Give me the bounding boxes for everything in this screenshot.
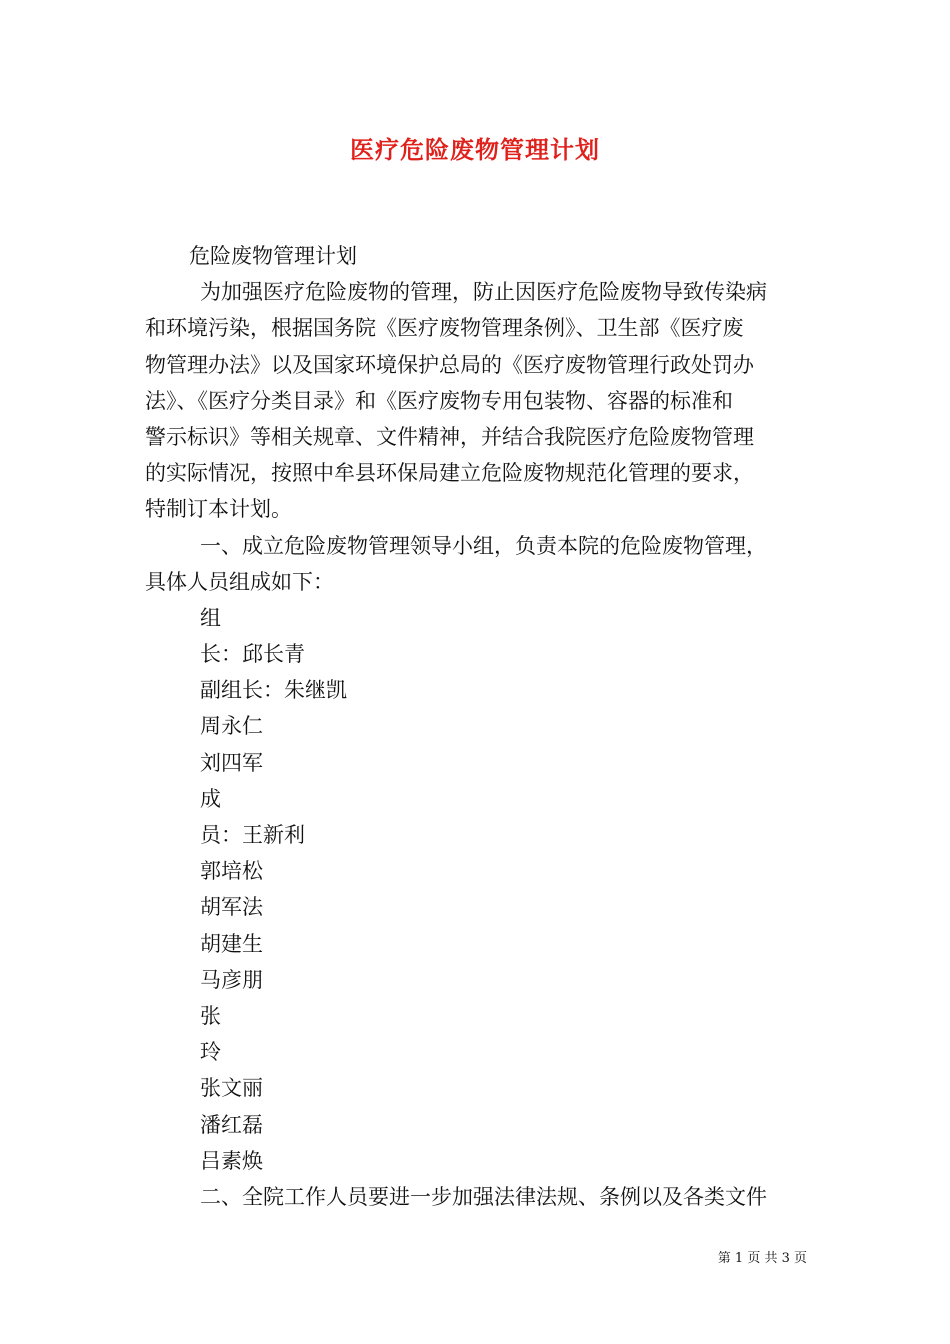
paragraph-line: 特制订本计划。 — [145, 497, 292, 522]
paragraph-line: 的实际情况，按照中牟县环保局建立危险废物规范化管理的要求， — [145, 461, 754, 486]
member-line: 胡建生 — [200, 931, 263, 956]
section-heading: 危险废物管理计划 — [189, 244, 357, 268]
paragraph-line: 法》、《医疗分类目录》和《医疗废物专用包装物、容器的标准和 — [145, 388, 733, 413]
member-line: 郭培松 — [200, 859, 263, 884]
member-line: 张 — [200, 1003, 221, 1028]
member-line: 组 — [200, 605, 221, 630]
member-line: 潘红磊 — [200, 1112, 263, 1137]
member-line: 成 — [200, 786, 221, 811]
document-title: 医疗危险废物管理计划 — [350, 135, 600, 164]
member-line: 周永仁 — [200, 714, 263, 739]
member-line: 刘四军 — [200, 750, 263, 775]
page-indicator: 第 1 页 共 3 页 — [717, 1251, 807, 1266]
paragraph-line: 和环境污染，根据国务院《医疗废物管理条例》、卫生部《医疗废 — [145, 316, 744, 341]
member-line: 胡军法 — [200, 895, 263, 920]
member-line: 副组长：朱继凯 — [200, 678, 347, 703]
document-body — [145, 238, 810, 1215]
paragraph-line: 为加强医疗危险废物的管理，防止因医疗危险废物导致传染病 — [200, 280, 767, 305]
member-line: 吕素焕 — [200, 1148, 263, 1173]
paragraph-line: 物管理办法》以及国家环境保护总局的《医疗废物管理行政处罚办 — [145, 352, 754, 377]
member-line: 马彦朋 — [200, 967, 263, 992]
paragraph-line: 一、成立危险废物管理领导小组，负责本院的危险废物管理， — [200, 533, 767, 558]
paragraph-line: 具体人员组成如下： — [145, 569, 334, 594]
member-line: 长：邱长青 — [200, 642, 305, 667]
paragraph-line: 警示标识》等相关规章、文件精神，并结合我院医疗危险废物管理 — [145, 424, 754, 449]
member-line: 员：王新利 — [200, 823, 305, 847]
member-line: 玲 — [200, 1040, 221, 1065]
paragraph-line: 二、全院工作人员要进一步加强法律法规、条例以及各类文件 — [200, 1184, 767, 1209]
member-line: 张文丽 — [200, 1076, 263, 1101]
